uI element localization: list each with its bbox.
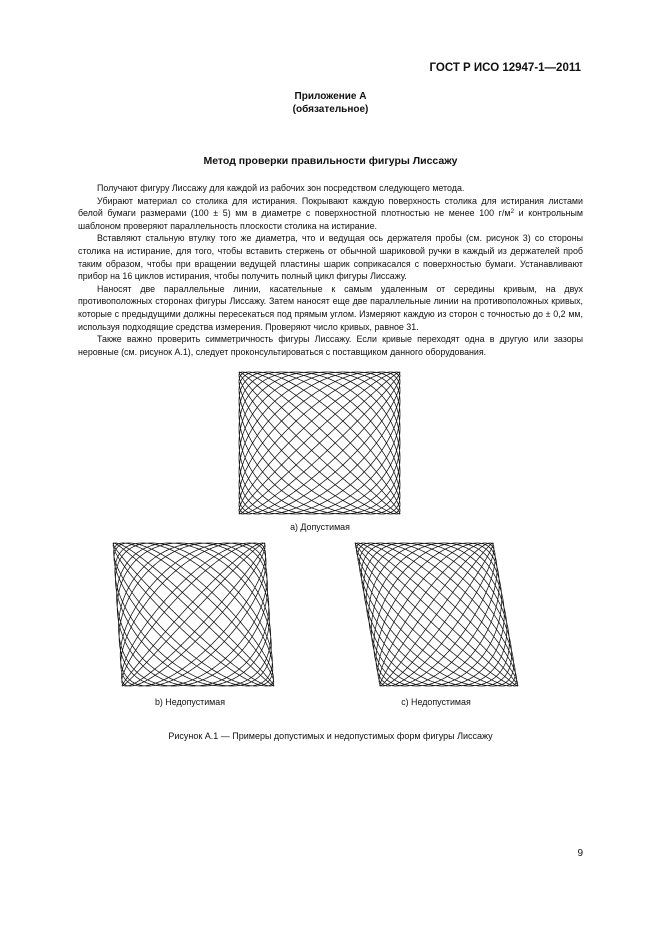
annex-status: (обязательное) [292, 104, 369, 115]
annex-title: Приложение А [294, 91, 367, 102]
paragraph-1: Получают фигуру Лиссажу для каждой из рабочих зон посредством следующего метода. [97, 183, 465, 193]
lissajous-curve-a [239, 372, 400, 514]
lissajous-curve-c [355, 543, 518, 686]
lissajous-figure-acceptable [237, 370, 402, 516]
section-title: Метод проверки правильности фигуры Лиссажу [203, 155, 458, 167]
caption-unacceptable-c: с) Недопустимая [401, 697, 471, 707]
document-code: ГОСТ Р ИСО 12947-1—2011 [429, 62, 581, 74]
body-text [78, 182, 583, 358]
figure-caption: Рисунок А.1 — Примеры допустимых и недопустимых форм фигуры Лиссажу [168, 731, 493, 741]
annex-heading [0, 90, 661, 116]
page-number: 9 [577, 848, 583, 859]
paragraph-2 [78, 195, 583, 233]
lissajous-figure-unacceptable-c [353, 541, 520, 688]
superscript: 2 [510, 208, 515, 216]
lissajous-curve-b [113, 543, 274, 686]
paragraph-3: Вставляют стальную втулку того же диаметра, что и ведущая ось держателя пробы (см. рисунок 3) со стороны столика на истирание, для того, чтобы вставить стержень от обычной шариковой ручки в каждый из держателей проб таким образом, чтобы при вращении ведущей пластины шарик соприкасался с поверхностью бумаги. Устанавливают прибор на 16 циклов истирания, чтобы получить полный цикл фигуры Лиссажу. [78, 233, 583, 282]
paragraph-5: Также важно проверить симметричность фигуры Лиссажу. Если кривые переходят одна в другую или зазоры неровные (см. рисунок А.1), следует проконсультироваться с поставщиком данного оборудования. [78, 334, 583, 357]
caption-unacceptable-b: b) Недопустимая [154, 697, 226, 707]
paragraph-4: Наносят две параллельные линии, касательные к самым удаленным от середины кривым, на двух противоположных сторонах фигуры Лиссажу. Затем наносят еще две параллельные линии на противоположных кривых, которые с предыдущими должны пересекаться под прямым углом. Измеряют каждую из сторон с точностью до ± 0,2 мм, используя подходящие средства измерения. Проверяют число кривых, равное 31. [78, 283, 583, 332]
caption-acceptable: а) Допустимая [290, 522, 350, 532]
paragraph-2-text: Убирают материал со столика для истирания. Покрывают каждую поверхность столика для истирания листами белой бумаги размерами (100 ± 5) мм в диаметре с поверхностной плотностью не менее 100 г/м [78, 195, 583, 219]
lissajous-figure-unacceptable-b [111, 541, 276, 688]
paragraph-2-tail: и контрольным шаблоном проверяют параллельность плоскости столика на истирание. [78, 208, 583, 231]
